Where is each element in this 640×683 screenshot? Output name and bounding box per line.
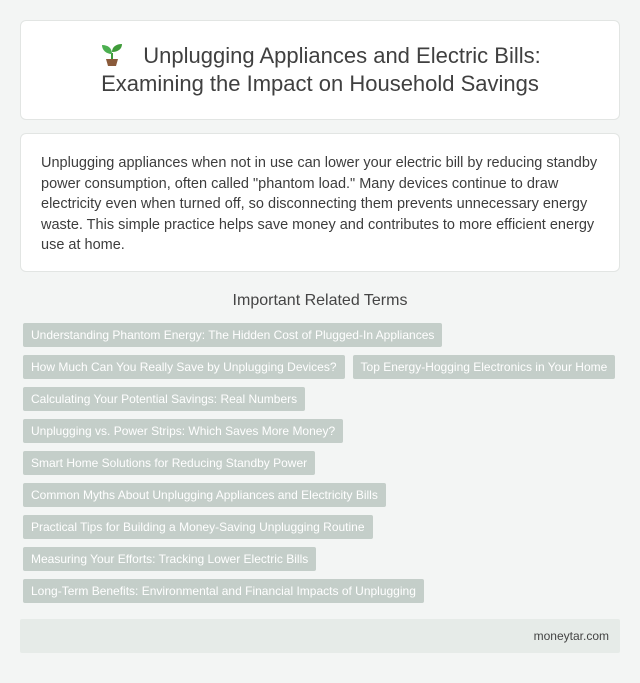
related-term-phantom-energy[interactable]: Understanding Phantom Energy: The Hidden Cost of Plugged-In Appliances [23, 323, 442, 347]
related-term-unplugging-vs-power-strips[interactable]: Unplugging vs. Power Strips: Which Saves More Money? [23, 419, 343, 443]
summary-card [20, 133, 620, 272]
related-term-energy-hogging-electronics[interactable]: Top Energy-Hogging Electronics in Your Home [353, 355, 616, 379]
related-term-measuring-efforts[interactable]: Measuring Your Efforts: Tracking Lower Electric Bills [23, 547, 316, 571]
sprout-icon [99, 42, 125, 66]
related-term-how-much-save[interactable]: How Much Can You Really Save by Unplugging Devices? [23, 355, 345, 379]
related-term-long-term-benefits[interactable]: Long-Term Benefits: Environmental and Financial Impacts of Unplugging [23, 579, 424, 603]
summary-text: Unplugging appliances when not in use can lower your electric bill by reducing standby power consumption, often called "phantom load." Many devices continue to draw electricity even when turned off, so disconnecting them prevents unnecessary energy waste. This simple practice helps save money and contributes to more efficient energy use at home. [41, 155, 598, 253]
related-term-smart-home-solutions[interactable]: Smart Home Solutions for Reducing Standby Power [23, 451, 315, 475]
related-term-practical-tips[interactable]: Practical Tips for Building a Money-Saving Unplugging Routine [23, 515, 373, 539]
footer-site-name: moneytar.com [533, 629, 609, 643]
page-title [60, 42, 580, 98]
related-term-calculating-savings[interactable]: Calculating Your Potential Savings: Real Numbers [23, 387, 305, 411]
footer [20, 619, 620, 653]
title-card [20, 20, 620, 120]
related-terms-heading: Important Related Terms [232, 292, 408, 309]
page-title-text: Unplugging Appliances and Electric Bills: Examining the Impact on Household Savings [101, 43, 541, 96]
related-terms-list [23, 323, 623, 603]
related-term-common-myths[interactable]: Common Myths About Unplugging Appliances and Electricity Bills [23, 483, 386, 507]
